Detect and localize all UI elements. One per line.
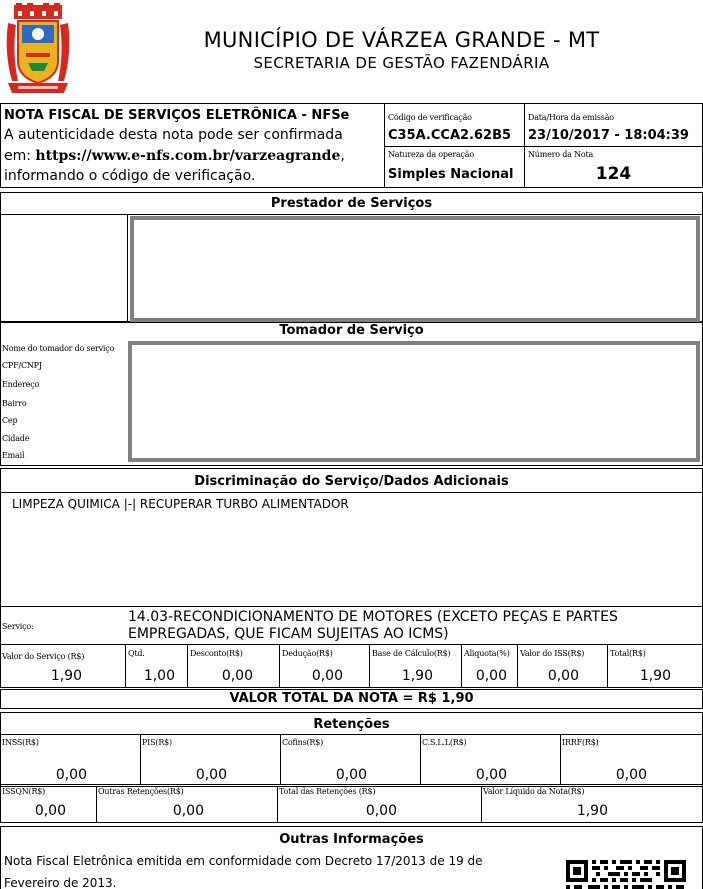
retencoes-title: Retenções — [313, 717, 390, 732]
issqn-value: 0,00 — [34, 803, 66, 819]
issqn-label: ISSQN(R$) — [2, 787, 46, 796]
desconto-label: Desconto(R$) — [190, 649, 243, 658]
aliquota-value: 0,00 — [475, 668, 507, 684]
authenticity-suffix: , — [340, 148, 345, 164]
qtd-value: 1,00 — [143, 668, 175, 684]
tomador-email-label: Email — [2, 451, 25, 460]
csll-label: C.S.L.L(R$) — [422, 738, 467, 747]
municipality-title: MUNICÍPIO DE VÁRZEA GRANDE - MT — [203, 28, 600, 52]
pis-label: PIS(R$) — [142, 738, 172, 747]
cofins-value: 0,00 — [335, 767, 367, 783]
base-calculo-value: 1,90 — [401, 668, 433, 684]
tomador-redacted-area — [128, 341, 700, 462]
operation-nature-value: Simples Nacional — [388, 167, 514, 182]
verification-code-value: C35A.CCA2.62B5 — [388, 128, 512, 143]
base-calculo-label: Base de Cálculo(R$) — [372, 649, 451, 658]
authenticity-line2 — [4, 148, 345, 164]
operation-nature-label: Natureza da operação — [388, 150, 474, 159]
tomador-cep-label: Cep — [2, 416, 18, 425]
qtd-label: Qtd. — [128, 649, 145, 658]
tomador-name-label: Nome do tomador do serviço — [2, 344, 115, 353]
outras-retencoes-value: 0,00 — [172, 803, 204, 819]
department-title: SECRETARIA DE GESTÃO FAZENDÁRIA — [253, 54, 550, 72]
csll-value: 0,00 — [475, 767, 507, 783]
irrf-value: 0,00 — [615, 767, 647, 783]
deducao-value: 0,00 — [311, 668, 343, 684]
verification-code-label: Código de verificação — [388, 113, 472, 122]
total-value: 1,90 — [639, 668, 671, 684]
invoice-number-label: Número da Nota — [528, 150, 594, 159]
servico-line1: 14.03-RECONDICIONAMENTO DE MOTORES (EXCETO PEÇAS E PARTES — [128, 609, 618, 625]
authenticity-line3: informando o código de verificação. — [4, 168, 256, 184]
valor-iss-label: Valor do ISS(R$) — [520, 649, 585, 658]
total-retencoes-value: 0,00 — [365, 803, 397, 819]
irrf-label: IRRF(R$) — [562, 738, 599, 747]
tomador-district-label: Bairro — [2, 399, 27, 408]
tomador-cpf-label: CPF/CNPJ — [2, 361, 42, 370]
deducao-label: Dedução(R$) — [282, 649, 333, 658]
valor-iss-value: 0,00 — [547, 668, 579, 684]
emission-datetime-label: Data/Hora da emissão — [528, 113, 614, 122]
valor-servico-label: Valor do Serviço (R$) — [2, 652, 85, 661]
prestador-redacted-area — [130, 216, 700, 322]
valor-total-text: VALOR TOTAL DA NOTA = R$ 1,90 — [229, 691, 474, 706]
outras-title: Outras Informações — [279, 832, 424, 847]
outras-line2: Fevereiro de 2013. — [4, 876, 117, 889]
outras-line1: Nota Fiscal Eletrônica emitida em conformidade com Decreto 17/2013 de 19 de — [4, 854, 483, 868]
aliquota-label: Aliquota(%) — [464, 649, 510, 658]
nfse-title: NOTA FISCAL DE SERVIÇOS ELETRÔNICA - NFSe — [4, 108, 350, 123]
prestador-title: Prestador de Serviços — [270, 196, 433, 211]
qr-code-icon — [566, 860, 688, 889]
servico-line2: EMPREGADAS, QUE FICAM SUJEITAS AO ICMS) — [128, 626, 449, 642]
outras-retencoes-label: Outras Retenções(R$) — [98, 787, 184, 796]
valor-liquido-value: 1,90 — [576, 803, 608, 819]
municipal-crest-logo — [4, 3, 72, 95]
pis-value: 0,00 — [195, 767, 227, 783]
valor-servico-value: 1,90 — [50, 668, 82, 684]
tomador-city-label: Cidade — [2, 434, 30, 443]
verification-url-link[interactable]: https://www.e-nfs.com.br/varzeagrande — [35, 148, 341, 164]
servico-label: Serviço: — [2, 622, 34, 631]
discriminacao-text: LIMPEZA QUIMICA |-| RECUPERAR TURBO ALIMENTADOR — [12, 497, 349, 511]
emission-datetime-value: 23/10/2017 - 18:04:39 — [528, 128, 689, 143]
authenticity-prefix: em: — [4, 148, 36, 164]
total-label: Total(R$) — [610, 649, 646, 658]
authenticity-line1: A autenticidade desta nota pode ser confirmada — [4, 127, 343, 143]
tomador-address-label: Endereço — [2, 380, 40, 389]
discriminacao-title: Discriminação do Serviço/Dados Adicionais — [194, 474, 509, 489]
inss-value: 0,00 — [55, 767, 87, 783]
valor-liquido-label: Valor Líquido da Nota(R$) — [483, 787, 585, 796]
cofins-label: Cofins(R$) — [282, 738, 324, 747]
invoice-number-value: 124 — [595, 164, 632, 184]
desconto-value: 0,00 — [221, 668, 253, 684]
inss-label: INSS(R$) — [2, 738, 39, 747]
total-retencoes-label: Total das Retenções (R$) — [279, 787, 376, 796]
tomador-title: Tomador de Serviço — [279, 323, 424, 338]
